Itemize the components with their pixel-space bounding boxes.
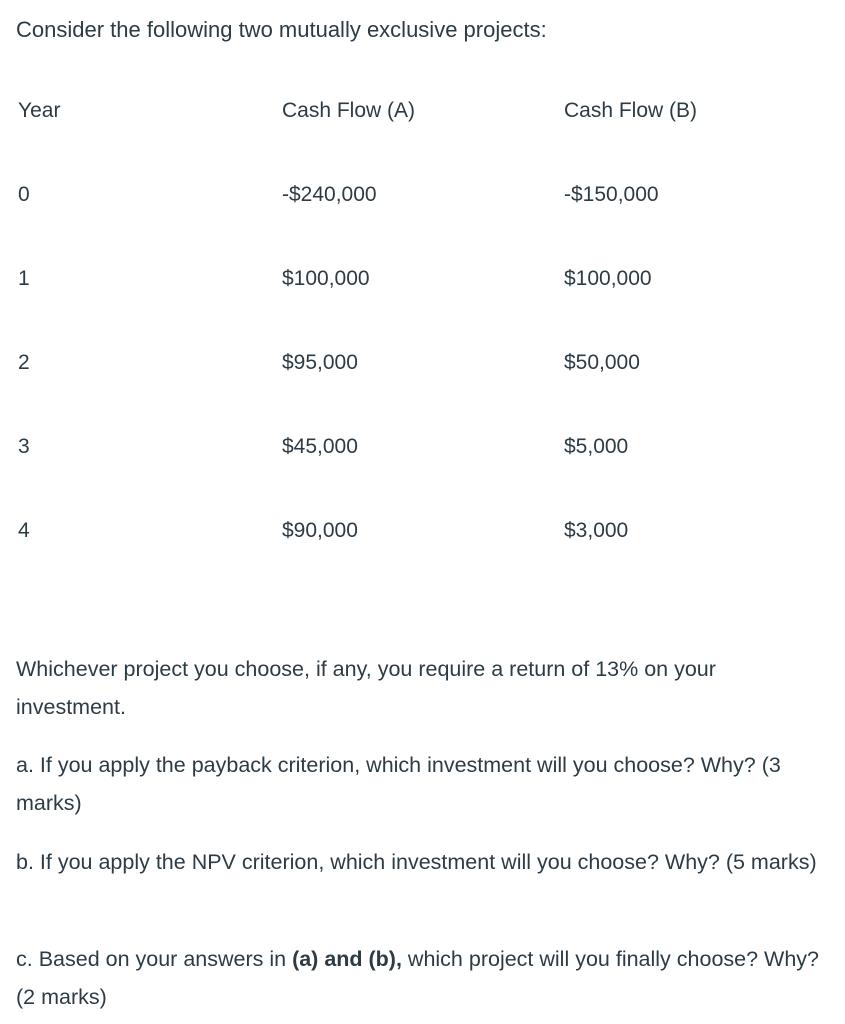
required-return-text: Whichever project you choose, if any, you require a return of 13% on your investment. [16,657,716,719]
question-c-bold-a: (a) [292,947,319,971]
cell-year: 2 [18,351,30,374]
table-row [16,416,736,500]
question-c-bold-b: (b), [368,947,402,971]
question-a: a. If you apply the payback criterion, which investment will you choose? Why? (3 marks) [16,753,781,815]
question-c-text-start: c. Based on your answers in [16,947,293,971]
cell-cash-flow-a: $45,000 [282,435,358,458]
table-row [16,500,736,584]
cell-year: 1 [18,267,30,290]
table-row [16,248,736,332]
cell-cash-flow-a: $100,000 [282,267,370,290]
header-cash-flow-a: Cash Flow (A) [282,99,416,122]
cell-cash-flow-a: $90,000 [282,519,358,542]
question-b: b. If you apply the NPV criterion, which investment will you choose? Why? (5 marks) [16,850,817,874]
cell-year: 0 [18,183,30,206]
cash-flow-table [16,80,736,584]
header-year: Year [18,99,61,122]
table-row [16,332,736,416]
intro-text: Consider the following two mutually exclusive projects: [16,17,547,42]
table-header-row [16,80,736,164]
cell-cash-flow-b: -$150,000 [564,183,659,206]
cell-cash-flow-b: $3,000 [564,519,629,542]
cell-year: 3 [18,435,30,458]
cell-cash-flow-b: $5,000 [564,435,629,458]
table-row [16,164,736,248]
cell-year: 4 [18,519,30,542]
question-c-text-end: which project will you finally choose? Why? (2 marks) [16,947,819,1009]
header-cash-flow-b: Cash Flow (B) [564,99,698,122]
cell-cash-flow-a: $95,000 [282,351,358,374]
cell-cash-flow-b: $50,000 [564,351,640,374]
cell-cash-flow-b: $100,000 [564,267,652,290]
question-c [16,940,828,1016]
cell-cash-flow-a: -$240,000 [282,183,377,206]
question-c-bold-and: and [318,947,369,971]
